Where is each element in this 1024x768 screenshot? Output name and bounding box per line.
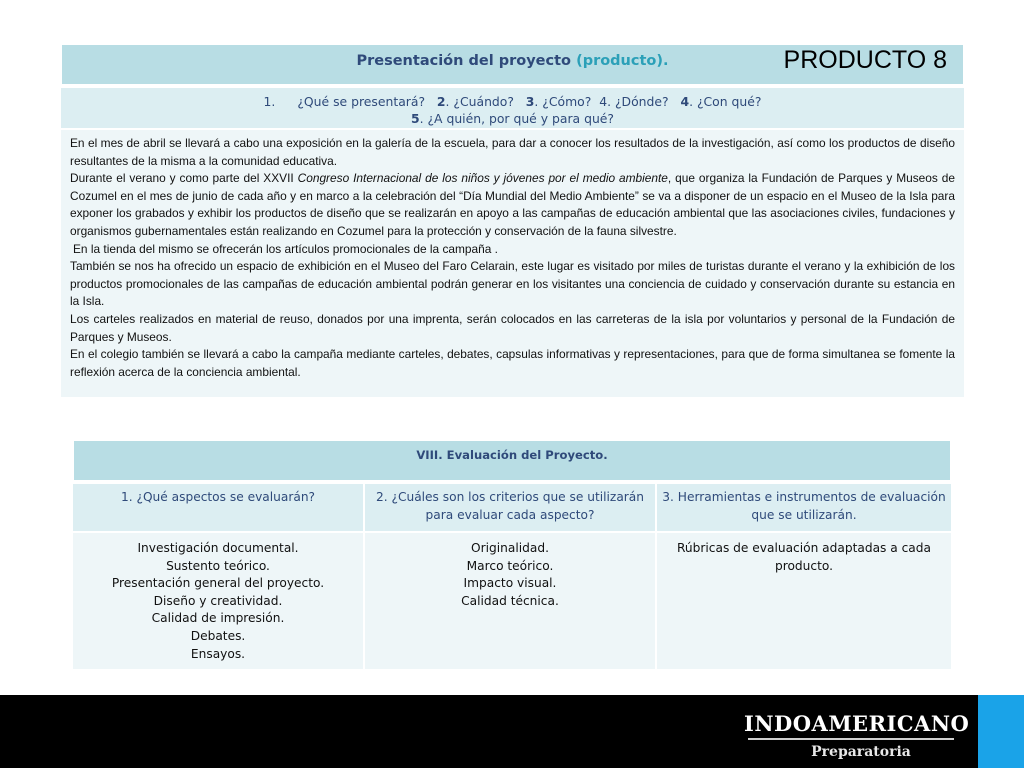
question-number-4b: 4 [680, 94, 690, 109]
questions-line-2 [61, 110, 964, 127]
question-number-2: 2 [436, 94, 446, 109]
list-item: Calidad de impresión. [151, 611, 285, 626]
question-how: . ¿Cómo? [534, 94, 592, 109]
column-header-aspects: 1. ¿Qué aspectos se evaluarán? [73, 484, 365, 531]
list-item: Originalidad. [471, 541, 549, 555]
presentation-header [61, 44, 964, 85]
presentation-questions [61, 85, 964, 128]
congress-name: Congreso Internacional de los niños y jóvenes por el medio ambiente [297, 171, 668, 186]
brand-logo [744, 711, 970, 761]
evaluation-table [73, 440, 951, 669]
brand-subtitle: Preparatoria [811, 744, 911, 760]
list-item: Diseño y creatividad. [153, 593, 283, 608]
congress-text-b: , que organiza la Fundación de Parques y Museos de Cozumel en el mes de junio de cada año y en marco a la celebración del “Día Mundial del Medio Ambiente” se va a disponer de un espacio en el Museo de la Isla para exponer los grabados y exhibir los productos de diseño que se realizarán en apoyo a las campañas de educación ambiental que las asociaciones civiles, fundaciones y organismos gubernamentales están realizando en Cozumel para la protección y conservación de la fauna silvestre. [70, 171, 955, 238]
question-what: ¿Qué se presentará? [297, 94, 426, 109]
list-item: Presentación general del proyecto. [111, 576, 325, 591]
list-item: Sustento teórico. [166, 558, 270, 573]
presentation-title-main: Presentación del proyecto [356, 53, 571, 69]
tools-cell [657, 533, 951, 669]
list-item: Impacto visual. [463, 576, 557, 591]
list-item: Investigación documental. [137, 541, 299, 555]
question-when: . ¿Cuándo? [445, 94, 514, 109]
list-item: Ensayos. [190, 646, 246, 661]
paragraph-lighthouse: También se nos ha ofrecido un espacio de exhibición en el Museo del Faro Celarain, este lugar es visitado por miles de turistas durante el verano y la exhibición de los productos promocionales de las campañas de educación ambiental podrán generar en los visitantes una conciencia de cuidado y conservación durante su estancia en la Isla. [70, 259, 955, 309]
paragraph-school: En el colegio también se llevará a cabo la campaña mediante carteles, debates, capsulas informativas y representaciones, para que de forma simultanea se fomente la reflexión acerca de la conciencia ambiental. [70, 347, 955, 379]
question-with-what: . ¿Con qué? [689, 94, 762, 109]
footer-accent-block [978, 695, 1024, 768]
evaluation-body-row [73, 531, 951, 669]
column-header-tools: 3. Herramientas e instrumentos de evaluación que se utilizarán. [657, 484, 951, 531]
question-number-5: 5 [410, 111, 420, 126]
question-where: 4. ¿Dónde? [599, 94, 669, 109]
product-label: PRODUCTO 8 [783, 46, 947, 74]
evaluation-title: VIII. Evaluación del Proyecto. [73, 440, 951, 481]
question-number-3: 3 [525, 94, 535, 109]
paragraph-congress [70, 170, 955, 240]
evaluation-header-row [73, 481, 951, 531]
question-to-whom: . ¿A quién, por qué y para qué? [419, 111, 615, 126]
brand-divider [748, 738, 954, 740]
brand-name: INDOAMERICANO [744, 711, 970, 736]
paragraph-posters: Los carteles realizados en material de reuso, donados por una imprenta, serán colocados en las carreteras de la isla por voluntarios y personal de la Fundación de Parques y Museos. [70, 311, 955, 344]
congress-text-a: Durante el verano y como parte del XXVII [70, 171, 298, 186]
list-item: Debates. [190, 628, 246, 643]
list-item: Calidad técnica. [461, 593, 559, 608]
presentation-table [61, 44, 964, 397]
presentation-title-accent: (producto). [576, 53, 669, 69]
questions-line-1 [61, 93, 964, 110]
column-header-criteria: 2. ¿Cuáles son los criterios que se utilizarán para evaluar cada aspecto? [365, 484, 657, 531]
presentation-body [61, 128, 964, 397]
list-item: Marco teórico. [466, 558, 554, 573]
tools-text: Rúbricas de evaluación adaptadas a cada producto. [677, 541, 931, 573]
criteria-cell [365, 533, 657, 669]
paragraph-store: En la tienda del mismo se ofrecerán los artículos promocionales de la campaña . [73, 241, 498, 256]
question-number: 1. [263, 94, 276, 109]
aspects-cell [73, 533, 365, 669]
paragraph-exhibition: En el mes de abril se llevará a cabo una exposición en la galería de la escuela, para dar a conocer los resultados de la investigación, así como los productos de diseño resultantes de la misma a la comunidad educativa. [70, 136, 955, 168]
